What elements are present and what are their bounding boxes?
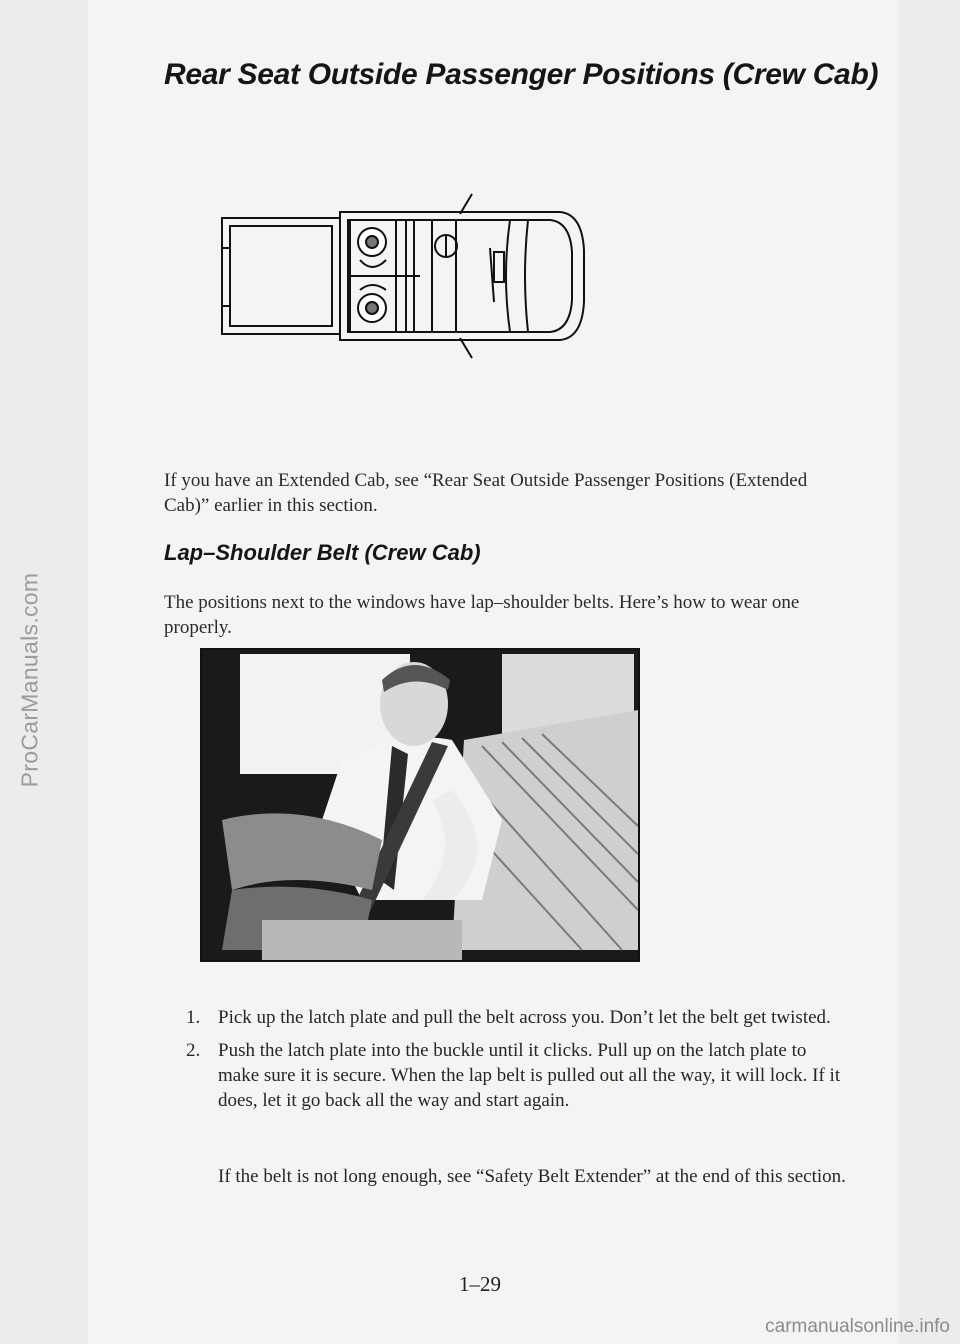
belt-photo (200, 648, 640, 962)
step-number: 2. (186, 1040, 201, 1061)
driver-figure (435, 235, 457, 257)
steps-list (186, 1005, 846, 1121)
footer-watermark: carmanualsonline.info (765, 1316, 950, 1337)
intro-paragraph: If you have an Extended Cab, see “Rear Seat Outside Passenger Positions (Extended Cab)” earlier in this section. (164, 470, 808, 516)
page-title: Rear Seat Outside Passenger Positions (Crew Cab) (164, 58, 879, 91)
step-item (186, 1038, 846, 1113)
truck-bed (222, 218, 340, 334)
truck-seating-diagram (210, 190, 600, 360)
side-watermark (12, 420, 48, 940)
page-number: 1–29 (459, 1272, 501, 1296)
step-item (186, 1005, 846, 1030)
side-watermark-text: ProCarManuals.com (16, 572, 43, 788)
rear-passenger-top (358, 228, 386, 267)
rear-passenger-bottom (358, 285, 386, 322)
extender-note: If the belt is not long enough, see “Safety Belt Extender” at the end of this section. (218, 1166, 846, 1187)
step-text: Push the latch plate into the buckle until it clicks. Pull up on the latch plate to make sure it is secure. When the lap belt is pulled out all the way, it will lock. If it does, let it go back all the way and start again. (218, 1040, 841, 1111)
section-subheading: Lap–Shoulder Belt (Crew Cab) (164, 540, 481, 565)
lap-belt-paragraph: The positions next to the windows have lap–shoulder belts. Here’s how to wear one properly. (164, 592, 800, 638)
step-text: Pick up the latch plate and pull the belt across you. Don’t let the belt get twisted. (218, 1007, 831, 1028)
step-number: 1. (186, 1007, 201, 1028)
